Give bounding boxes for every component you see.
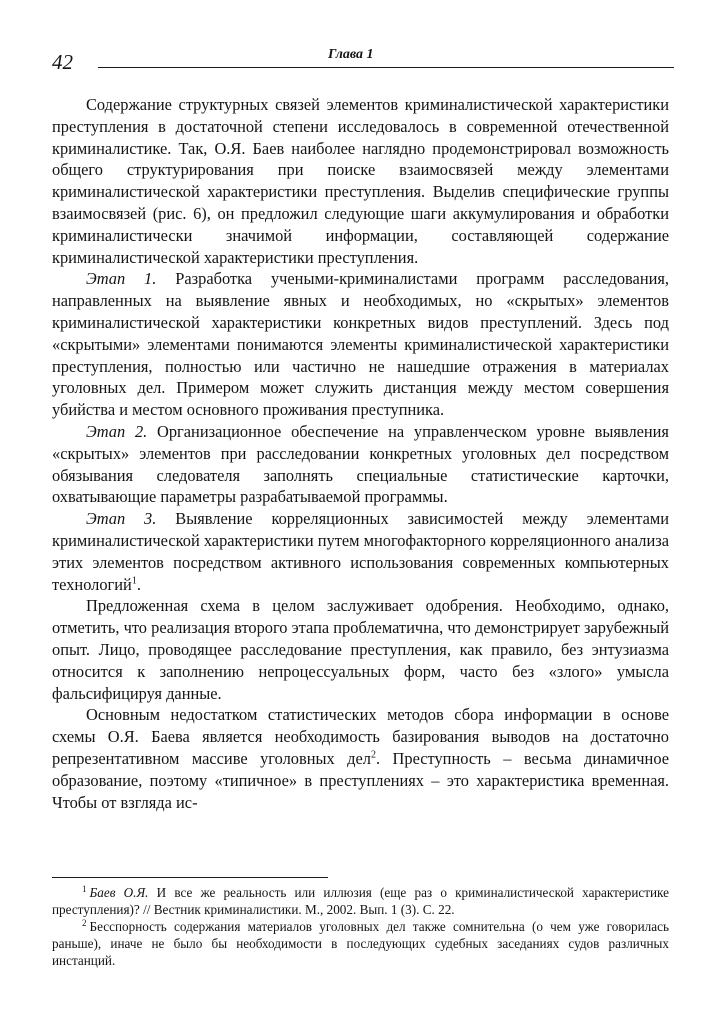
paragraph-text: Содержание структурных связей элементов криминалистической характеристики преступления в достаточной степени исследовалось в современной отечественной криминалистике. Так, О.Я. Баев наиболее наглядно продемонстрировал возможность общего структурирования при поиске взаимосвязей между элементами криминалистической характеристики преступления. Выделив специфические группы взаимосвязей (рис. 6), он предложил следующие шаги аккумулирования и обработки криминалистически значимой информации, составляющей содержание криминалистической характеристики преступления. bbox=[52, 95, 669, 267]
page-number: 42 bbox=[52, 50, 73, 74]
paragraph-text: Предложенная схема в целом заслуживает одобрения. Необходимо, однако, отметить, что реализация второго этапа проблематична, что демонстрирует зарубежный опыт. Лицо, проводящее расследование преступления, как правило, без энтузиазма относится к заполнению непроцессуальных форм, часто без «злого» умысла фальсифицируя данные. bbox=[52, 596, 669, 703]
paragraph-text: Выявление корреляционных зависимостей между элементами криминалистической характеристики путем многофакторного корреляционного анализа этих элементов посредством активного использования современных компьютерных технологий bbox=[52, 509, 669, 594]
footnotes bbox=[52, 884, 669, 969]
paragraph-critique bbox=[52, 704, 669, 813]
paragraph-stage-3 bbox=[52, 508, 669, 595]
paragraph-text: Основным недостатком статистических методов сбора информации в основе схемы О.Я. Баева является необходимость базирования выводов на достаточно репрезентативном массиве уголовных дел bbox=[52, 705, 669, 768]
footnote-2 bbox=[52, 918, 669, 969]
paragraph-stage-1 bbox=[52, 268, 669, 421]
main-text bbox=[52, 94, 669, 813]
footnote-text: И все же реальность или иллюзия (еще раз о криминалистической характеристике преступления)? // Вестник криминалистики. М., 2002. Вып. 1 (3). С. 22. bbox=[52, 885, 669, 917]
footnote-reference: 1 bbox=[131, 575, 137, 587]
paragraph-text: Разработка учеными-криминалистами программ расследования, направленных на выявление явных и необходимых, но «скрытых» элементов криминалистической характеристики конкретных видов преступлений. Здесь под «скрытыми» элементами понимаются элементы криминалистической характеристики преступления, полностью или частично не нашедшие отражения в материалах уголовных дел. Примером может служить дистанция между местом совершения убийства и местом основного проживания преступника. bbox=[52, 269, 669, 420]
footnote-text: Бесспорность содержания материалов уголовных дел также сомнительна (о чем уже говорилась раньше), иначе не было бы необходимости в последующих судебных заседаниях судов различных инстанций. bbox=[52, 919, 669, 968]
footnote-author: Баев О.Я. bbox=[89, 885, 149, 900]
footnote-1 bbox=[52, 884, 669, 918]
paragraph-end: . bbox=[136, 574, 141, 594]
running-title: Глава 1 bbox=[328, 47, 374, 62]
stage-label: Этап 3. bbox=[86, 509, 157, 529]
page-header bbox=[52, 46, 674, 74]
footnote-number: 2 bbox=[82, 917, 87, 928]
stage-label: Этап 2. bbox=[86, 421, 148, 441]
paragraph-stage-2 bbox=[52, 421, 669, 508]
paragraph-text: . Преступность – весьма динамичное образование, поэтому «типичное» в преступлениях – это характеристика временная. Чтобы от взгляда ис- bbox=[52, 748, 669, 812]
footnote-number: 1 bbox=[82, 883, 87, 894]
footnote-separator bbox=[52, 877, 328, 878]
header-rule bbox=[98, 67, 674, 68]
paragraph-text: Организационное обеспечение на управленческом уровне выявления «скрытых» элементов при расследовании конкретных уголовных дел посредством обязывания следователя заполнять специальные статистические карточки, охватывающие параметры разрабатываемой программы. bbox=[52, 421, 669, 507]
paragraph-intro bbox=[52, 94, 669, 268]
paragraph-assessment bbox=[52, 595, 669, 704]
footnote-reference: 2 bbox=[370, 749, 376, 761]
stage-label: Этап 1. bbox=[86, 269, 157, 289]
